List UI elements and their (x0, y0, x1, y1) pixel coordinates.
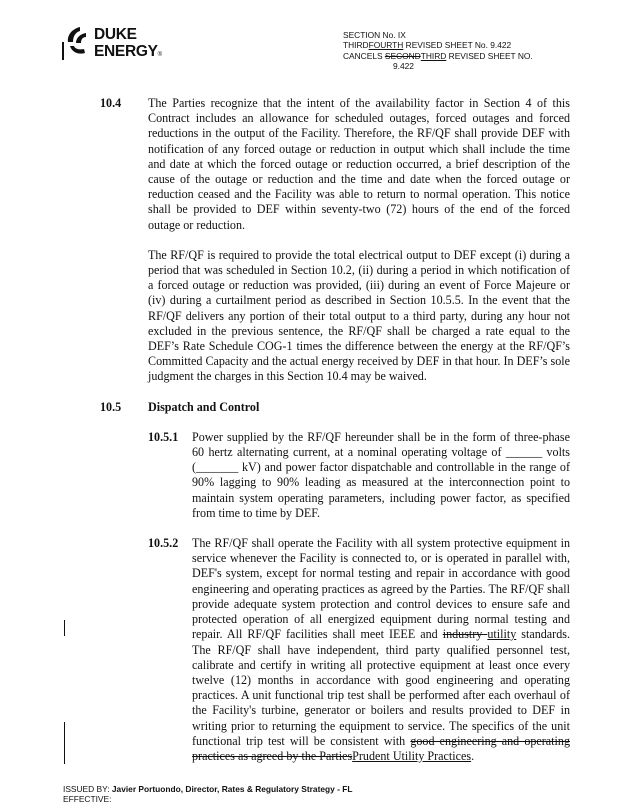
inserted-prudent-utility-practices: Prudent Utility Practices (352, 748, 472, 763)
logo-line-energy: ENERGY (94, 43, 158, 60)
deleted-industry: industry (442, 627, 488, 642)
logo-wordmark (94, 26, 162, 64)
revised-sheet-line: THIRDFOURTH REVISED SHEET No. 9.422 (343, 40, 512, 51)
section-10-5-title: Dispatch and Control (148, 399, 260, 414)
section-10-4-paragraph-1: The Parties recognize that the intent of the availability factor in Section 4 of this Contract includes an allowance for scheduled outages, forced outages and forced reductions in the output of the Facility. Therefore, the RF/QF shall provide DEF with notification of any forced outage or reduction in output which shall include the time and date at which the forced outage or reduction occurred, a brief description of the cause of the outage or reduction and the time and date when the forced outage or reduction ceased and the Facility was able to return to normal operation. This notice shall be provided to DEF within seventy-two (72) hours of the end of the forced outage or reduction. (148, 96, 570, 232)
inserted-utility: utility (487, 627, 517, 642)
revision-bar-2 (64, 722, 65, 764)
duke-energy-logo (60, 24, 200, 68)
section-10-4-paragraph-2: The RF/QF is required to provide the total electrical output to DEF except (i) during a period that was scheduled in Section 10.2, (ii) during a period in which notification of a forced outage or reduction was provided, (iii) during an event of Force Majeure or (iv) during a curtailment period as described in Section 10.5.5. In the event that the RF/QF delivers any portion of their total output to a third party, during any hour not excluded in the previous sentence, the RF/QF shall be charged a rate equal to the DEF’s Rate Schedule COG-1 times the difference between the energy at the RF/QF’s Committed Capacity and the actual energy received by DEF in that hour. In DEF’s sole judgment the charges in this Section 10.4 may be waived. (148, 247, 570, 384)
issued-by-line: ISSUED BY: Javier Portuondo, Director, Rates & Regulatory Strategy - FL (63, 784, 353, 794)
effective-label: EFFECTIVE: (63, 794, 112, 805)
sheet-footer (63, 784, 352, 805)
section-number-10-4: 10.4 (100, 96, 122, 110)
issuer-name: Javier Portuondo, Director, Rates & Regulatory Strategy - FL (111, 784, 353, 794)
section-10-5-1 (100, 430, 570, 521)
registered-mark: ® (157, 52, 162, 58)
deleted-practices-phrase: good engineering and operating practices as agreed by the Parties (192, 733, 570, 763)
document-body (100, 96, 570, 764)
section-10-5-2-text: The RF/QF shall operate the Facility with all system protective equipment in service whenever the Facility is connected to, or is operated in parallel with, DEF's system, except for normal testing and repair in accordance with good engineering and operating practices as agreed by the Parties. The RF/QF shall provide adequate system protection and control devices to ensure safe and protected operation of all energized equipment during normal testing and repair. All RF/QF facilities shall meet IEEE and industry utility standards. The RF/QF shall have independent, third party qualified personnel test, calibrate and certify in writing all protective equipment at least once every twelve (12) months in accordance with good engineering and operating practices. A unit functional trip test shall be performed after each overhaul of the Facility's turbine, generator or boilers and results provided to DEF in writing prior to returning the equipment to service. The specifics of the unit functional trip test will be consistent with good engineering and operating practices as agreed by the PartiesPrudent Utility Practices. (192, 536, 570, 763)
section-number: SECTION No. IX (343, 30, 406, 40)
section-number-10-5-1: 10.5.1 (148, 429, 179, 444)
duke-energy-flame-icon (60, 24, 94, 68)
sheet-header (343, 30, 593, 72)
deleted-second: SECOND (384, 50, 421, 61)
section-number-10-5: 10.5 (100, 399, 122, 414)
section-10-5 (100, 400, 570, 415)
logo-line-duke: DUKE (94, 26, 137, 43)
section-number-10-5-2: 10.5.2 (148, 536, 179, 551)
logo-divider (62, 42, 64, 60)
section-10-5-1-text: Power supplied by the RF/QF hereunder shall be in the form of three-phase 60 hertz alternating current, at a nominal operating voltage of ______ volts (_______ kV) and power factor dispatchable and controllable in the range of 90% lagging to 90% leading as measured at the interconnection point to maintain system operating parameters, including power factor, as specified from time to time by DEF. (192, 429, 570, 520)
revision-bar-1 (64, 620, 65, 636)
cancels-sheet-line: CANCELS SECONDTHIRD REVISED SHEET NO. (343, 50, 533, 61)
inserted-fourth: FOURTH (368, 40, 404, 51)
section-10-4 (100, 96, 570, 385)
section-10-5-2 (100, 536, 570, 764)
inserted-third: THIRD (420, 50, 447, 61)
cancels-sheet-number: 9.422 (393, 61, 414, 72)
